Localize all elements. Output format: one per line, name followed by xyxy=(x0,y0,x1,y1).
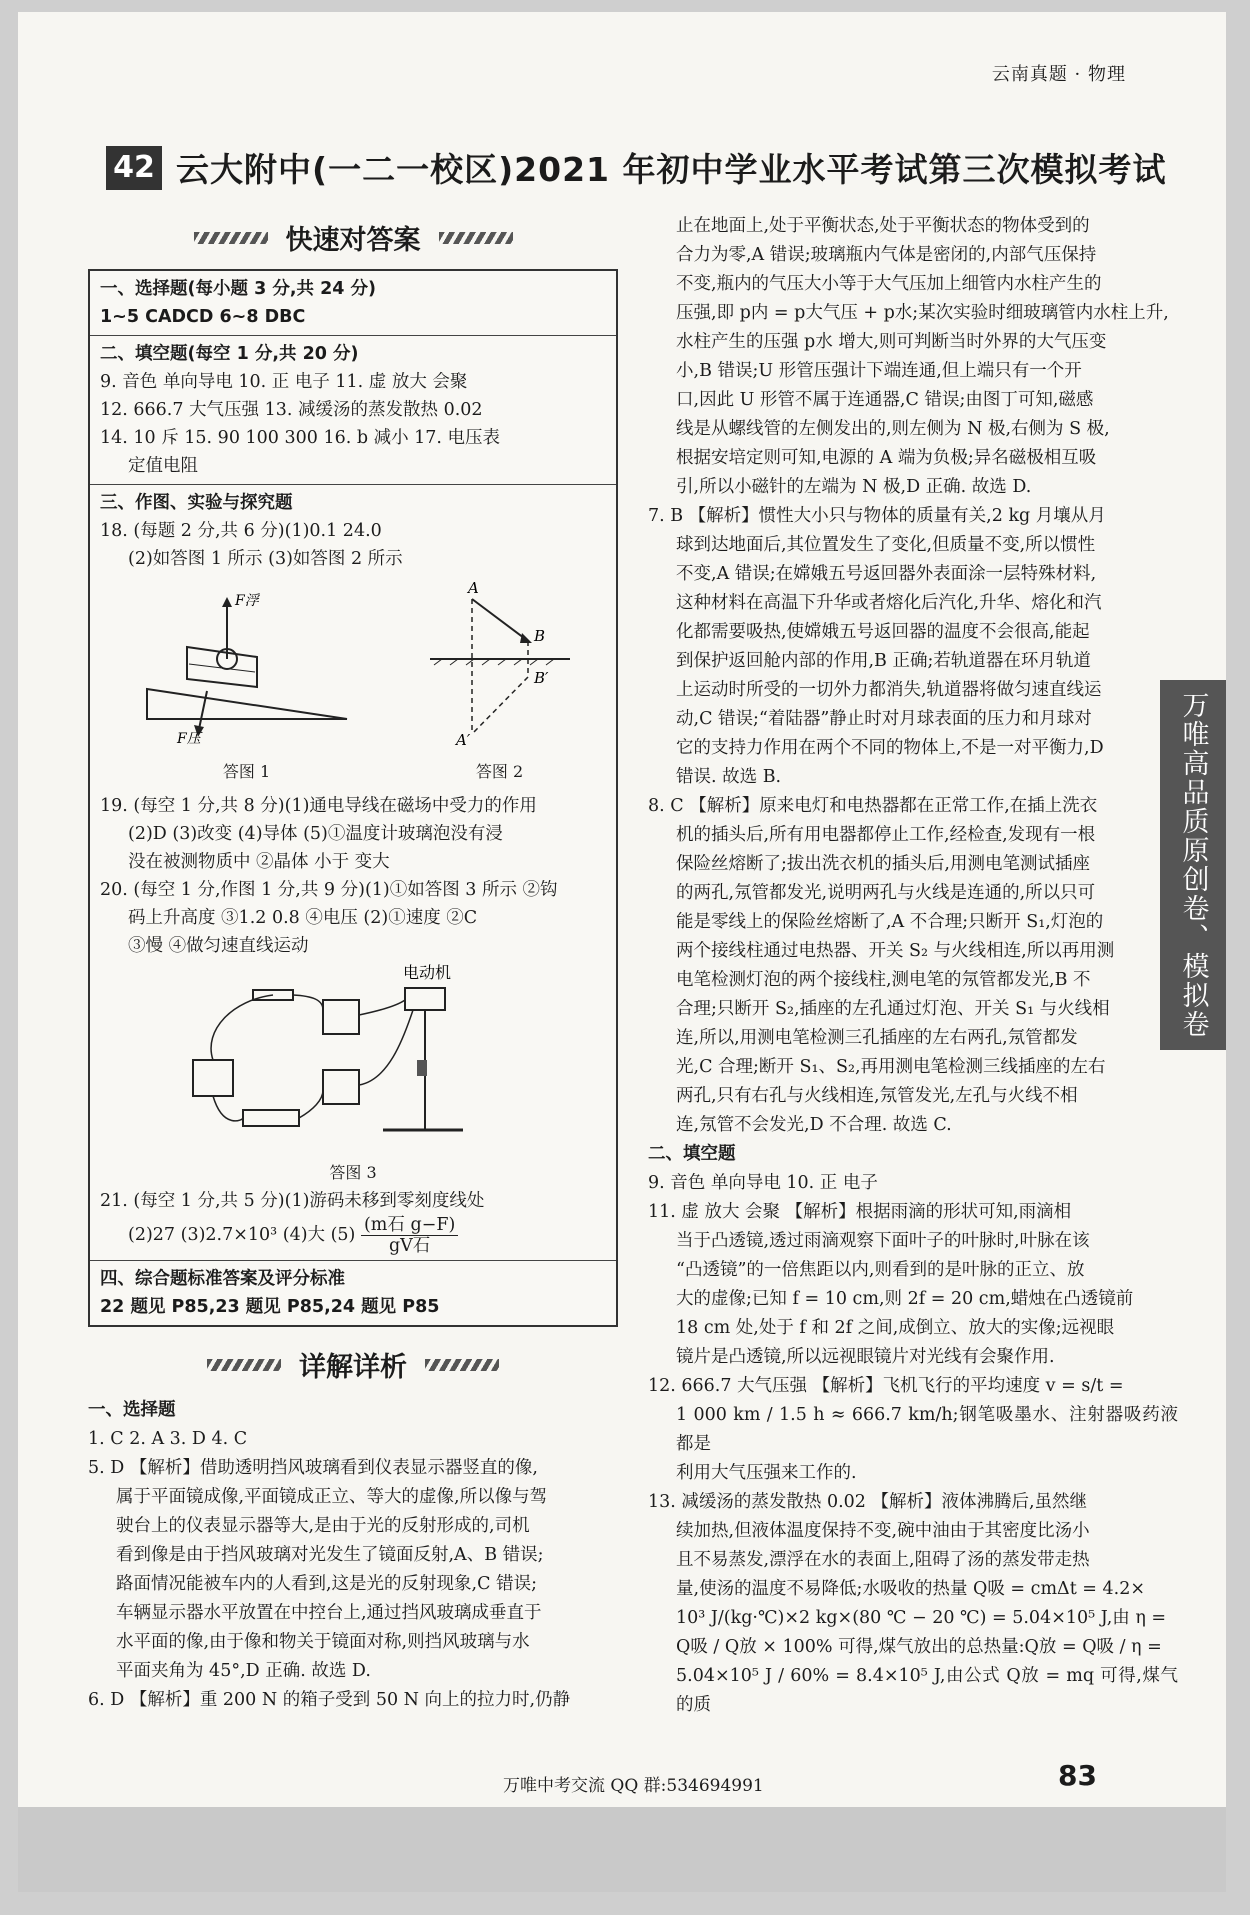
title-row xyxy=(106,144,1167,191)
answer-block-choice xyxy=(90,271,616,336)
detail-line: 合理;只断开 S₂,插座的左孔通过灯泡、开关 S₁ 与火线相 xyxy=(676,999,1110,1019)
detail-line: “凸透镜”的一倍焦距以内,则看到的是叶脉的正立、放 xyxy=(676,1260,1085,1280)
detail-title: 详解详析 xyxy=(299,1352,407,1383)
stripes-decoration xyxy=(207,1359,281,1371)
question-number-badge: 42 xyxy=(106,146,162,190)
detail-line: 属于平面镜成像,平面镜成正立、等大的虚像,所以像与驾 xyxy=(116,1487,548,1507)
q21-formula xyxy=(361,1215,458,1256)
detail-line: Q吸 / Q放 × 100% 可得,煤气放出的总热量:Q放 = Q吸 / η = xyxy=(676,1637,1162,1657)
detail-line: 能是零线上的保险丝熔断了,A 不合理;只断开 S₁,灯泡的 xyxy=(676,912,1104,932)
quick-answer-title: 快速对答案 xyxy=(285,225,421,256)
detail-line: 量,使汤的温度不易降低;水吸收的热量 Q吸 = cmΔt = 4.2× xyxy=(676,1579,1146,1599)
stripes-decoration xyxy=(194,232,268,244)
detail-line: 化都需要吸热,使嫦娥五号返回器的温度不会很高,能起 xyxy=(676,622,1090,642)
detail-line: 球到达地面后,其位置发生了变化,但质量不变,所以惯性 xyxy=(676,535,1096,555)
detail-line: 上运动时所受的一切外力都消失,轨道器将做匀速直线运 xyxy=(676,680,1102,700)
block-title: 三、作图、实验与探究题 xyxy=(100,493,293,513)
answer-box xyxy=(88,269,618,1327)
detail-line: 8. C 【解析】原来电灯和电热器都在正常工作,在插上洗衣 xyxy=(648,796,1098,816)
detail-line: 二、填空题 xyxy=(648,1144,736,1164)
answer-line: 21. (每空 1 分,共 5 分)(1)游码未移到零刻度线处 xyxy=(100,1191,485,1211)
choice-answers: 1~5 CADCD 6~8 DBC xyxy=(100,307,306,327)
detail-line: 5. D 【解析】借助透明挡风玻璃看到仪表显示器竖直的像, xyxy=(88,1458,538,1478)
answer-block-experiment xyxy=(90,485,616,1261)
detail-line: 平面夹角为 45°,D 正确. 故选 D. xyxy=(116,1661,371,1681)
detail-line: 电笔检测灯泡的两个接线柱,测电笔的氖管都发光,B 不 xyxy=(676,970,1091,990)
formula-denominator: gV石 xyxy=(388,1236,431,1256)
detail-line: 且不易蒸发,漂浮在水的表面上,阻碍了汤的蒸发带走热 xyxy=(676,1550,1090,1570)
f-buoyancy-label: F浮 xyxy=(234,593,259,609)
stripes-decoration xyxy=(439,232,513,244)
detail-line: 口,因此 U 形管不属于连通器,C 错误;由图丁可知,磁感 xyxy=(676,390,1094,410)
detail-line: 驶台上的仪表显示器等大,是由于光的反射形成的,司机 xyxy=(116,1516,530,1536)
detail-heading xyxy=(88,1345,618,1384)
q21-text: (2)27 (3)2.7×10³ (4)大 (5) xyxy=(128,1225,356,1245)
detail-line: 压强,即 p内 = p大气压 + p水;某次实验时细玻璃管内水柱上升, xyxy=(676,303,1169,323)
header-subject: 云南真题 · 物理 xyxy=(991,64,1126,85)
detail-line: 合力为零,A 错误;玻璃瓶内气体是密闭的,内部气压保持 xyxy=(676,245,1097,265)
answer-line: 定值电阻 xyxy=(128,456,198,476)
detail-line: 错误. 故选 B. xyxy=(676,767,782,787)
detail-line: 水柱产生的压强 p水 增大,则可判断当时外界的大气压变 xyxy=(676,332,1107,352)
answer-line: (2)如答图 1 所示 (3)如答图 2 所示 xyxy=(128,549,403,569)
answer-line: (2)D (3)改变 (4)导体 (5)①温度计玻璃泡没有浸 xyxy=(128,824,503,844)
page-number: 83 xyxy=(1058,1759,1097,1792)
detail-line: 根据安培定则可知,电源的 A 端为负极;异名磁极相互吸 xyxy=(676,448,1097,468)
detail-line: 到保护返回舱内部的作用,B 正确;若轨道器在环月轨道 xyxy=(676,651,1091,671)
answer-block-fill xyxy=(90,336,616,485)
answer-line: ③慢 ④做匀速直线运动 xyxy=(128,936,309,956)
right-column xyxy=(648,212,1178,1720)
figure-row xyxy=(100,579,606,786)
detail-line: 两个接线柱通过电热器、开关 S₂ 与火线相连,所以再用测 xyxy=(676,941,1115,961)
detail-line: 11. 虚 放大 会聚 【解析】根据雨滴的形状可知,雨滴相 xyxy=(648,1202,1072,1222)
answer-line: 9. 音色 单向导电 10. 正 电子 11. 虚 放大 会聚 xyxy=(100,372,468,392)
detail-line: 这种材料在高温下升华或者熔化后汽化,升华、熔化和汽 xyxy=(676,593,1102,613)
detail-line: 当于凸透镜,透过雨滴观察下面叶子的叶脉时,叶脉在该 xyxy=(676,1231,1090,1251)
figure-2-caption: 答图 2 xyxy=(475,762,524,781)
detail-line: 看到像是由于挡风玻璃对光发生了镜面反射,A、B 错误; xyxy=(116,1545,544,1565)
detail-line: 不变,A 错误;在嫦娥五号返回器外表面涂一层特殊材料, xyxy=(676,564,1097,584)
point-a-prime-label: A′ xyxy=(455,731,470,749)
figure-2 xyxy=(420,579,580,786)
answer-line: 没在被测物质中 ②晶体 小于 变大 xyxy=(128,852,390,872)
detail-line: 10³ J/(kg·℃)×2 kg×(80 ℃ − 20 ℃) = 5.04×10⁵ J,由 η = xyxy=(676,1608,1167,1628)
detail-line: 7. B 【解析】惯性大小只与物体的质量有关,2 kg 月壤从月 xyxy=(648,506,1106,526)
detail-line: 光,C 合理;断开 S₁、S₂,再用测电笔检测三线插座的左右 xyxy=(676,1057,1106,1077)
detail-line: 13. 减缓汤的蒸发散热 0.02 【解析】液体沸腾后,虽然继 xyxy=(648,1492,1088,1512)
detail-line: 利用大气压强来工作的. xyxy=(676,1463,857,1483)
detail-line: 两孔,只有右孔与火线相连,氖管发光,左孔与火线不相 xyxy=(676,1086,1078,1106)
detail-line: 路面情况能被车内的人看到,这是光的反射现象,C 错误; xyxy=(116,1574,537,1594)
motor-label: 电动机 xyxy=(403,963,452,982)
detail-line: 的两孔,氖管都发光,说明两孔与火线是连通的,所以只可 xyxy=(676,883,1096,903)
detail-line: 连,所以,用测电笔检测三孔插座的左右两孔,氖管都发 xyxy=(676,1028,1078,1048)
detail-line: 线是从螺线管的左侧发出的,则左侧为 N 极,右侧为 S 极, xyxy=(676,419,1110,439)
left-column xyxy=(88,212,618,1715)
detail-line: 1 000 km / 1.5 h ≈ 666.7 km/h;钢笔吸墨水、注射器吸药液都是 xyxy=(676,1405,1178,1454)
footer-qq: 万唯中考交流 QQ 群:534694991 xyxy=(503,1776,764,1796)
answer-line: 12. 666.7 大气压强 13. 减缓汤的蒸发散热 0.02 xyxy=(100,400,483,420)
detail-line: 机的插头后,所有用电器都停止工作,经检查,发现有一根 xyxy=(676,825,1096,845)
detail-line: 小,B 错误;U 形管压强计下端连通,但上端只有一个开 xyxy=(676,361,1082,381)
stripes-decoration xyxy=(425,1359,499,1371)
point-b-prime-label: B′ xyxy=(533,669,548,687)
answer-line: 19. (每空 1 分,共 8 分)(1)通电导线在磁场中受力的作用 xyxy=(100,796,537,816)
figure-1-caption: 答图 1 xyxy=(222,762,271,781)
detail-line: 水平面的像,由于像和物关于镜面对称,则挡风玻璃与水 xyxy=(116,1632,530,1652)
page xyxy=(18,12,1226,1892)
quick-answer-heading xyxy=(88,218,618,257)
detail-line: 大的虚像;已知 f = 10 cm,则 2f = 20 cm,蜡烛在凸透镜前 xyxy=(676,1289,1134,1309)
detail-left-text xyxy=(88,1396,618,1715)
detail-line: 12. 666.7 大气压强 【解析】飞机飞行的平均速度 v = s/t = xyxy=(648,1376,1124,1396)
point-a-label: A xyxy=(467,579,479,597)
detail-line: 18 cm 处,处于 f 和 2f 之间,成倒立、放大的实像;远视眼 xyxy=(676,1318,1115,1338)
answer-block-comprehensive xyxy=(90,1261,616,1325)
detail-line: 动,C 错误;“着陆器”静止时对月球表面的压力和月球对 xyxy=(676,709,1092,729)
f-pressure-label: F压 xyxy=(176,731,201,747)
page-title: 云大附中(一二一校区)2021 年初中学业水平考试第三次模拟考试 xyxy=(176,150,1167,189)
side-tab: 万唯高品质原创卷、模拟卷 xyxy=(1160,680,1226,1050)
answer-line: 码上升高度 ③1.2 0.8 ④电压 (2)①速度 ②C xyxy=(128,908,478,928)
block-title: 二、填空题(每空 1 分,共 20 分) xyxy=(100,344,359,364)
answer-line: 22 题见 P85,23 题见 P85,24 题见 P85 xyxy=(100,1297,440,1317)
detail-line: 6. D 【解析】重 200 N 的箱子受到 50 N 向上的拉力时,仍静 xyxy=(88,1690,571,1710)
formula-numerator: (m石 g−F) xyxy=(361,1215,458,1236)
detail-line: 止在地面上,处于平衡状态,处于平衡状态的物体受到的 xyxy=(676,216,1090,236)
bottom-band xyxy=(18,1807,1226,1892)
detail-line: 9. 音色 单向导电 10. 正 电子 xyxy=(648,1173,878,1193)
detail-line: 车辆显示器水平放置在中控台上,通过挡风玻璃成垂直于 xyxy=(116,1603,542,1623)
detail-line: 一、选择题 xyxy=(88,1400,176,1420)
detail-line: 保险丝熔断了;拔出洗衣机的插头后,用测电笔测试插座 xyxy=(676,854,1090,874)
answer-line-q21 xyxy=(100,1215,606,1256)
detail-line: 镜片是凸透镜,所以远视眼镜片对光线有会聚作用. xyxy=(676,1347,1055,1367)
block-title: 一、选择题(每小题 3 分,共 24 分) xyxy=(100,279,377,299)
figure-3-caption: 答图 3 xyxy=(329,1163,377,1182)
point-b-label: B xyxy=(533,627,545,645)
detail-line: 5.04×10⁵ J / 60% = 8.4×10⁵ J,由公式 Q放 = mq 可得,煤气的质 xyxy=(676,1666,1178,1715)
figure-1 xyxy=(127,579,367,786)
detail-line: 连,氖管不会发光,D 不合理. 故选 C. xyxy=(676,1115,952,1135)
detail-line: 引,所以小磁针的左端为 N 极,D 正确. 故选 D. xyxy=(676,477,1032,497)
answer-line: 20. (每空 1 分,作图 1 分,共 9 分)(1)①如答图 3 所示 ②钩 xyxy=(100,880,558,900)
answer-line: 18. (每题 2 分,共 6 分)(1)0.1 24.0 xyxy=(100,521,382,541)
detail-line: 它的支持力作用在两个不同的物体上,不是一对平衡力,D xyxy=(676,738,1104,758)
detail-line: 续加热,但液体温度保持不变,碗中油由于其密度比汤小 xyxy=(676,1521,1090,1541)
detail-line: 1. C 2. A 3. D 4. C xyxy=(88,1429,248,1449)
block-title: 四、综合题标准答案及评分标准 xyxy=(100,1269,345,1289)
answer-line: 14. 10 斥 15. 90 100 300 16. b 减小 17. 电压表 xyxy=(100,428,501,448)
figure-3 xyxy=(100,960,606,1187)
detail-line: 不变,瓶内的气压大小等于大气压加上细管内水柱产生的 xyxy=(676,274,1102,294)
